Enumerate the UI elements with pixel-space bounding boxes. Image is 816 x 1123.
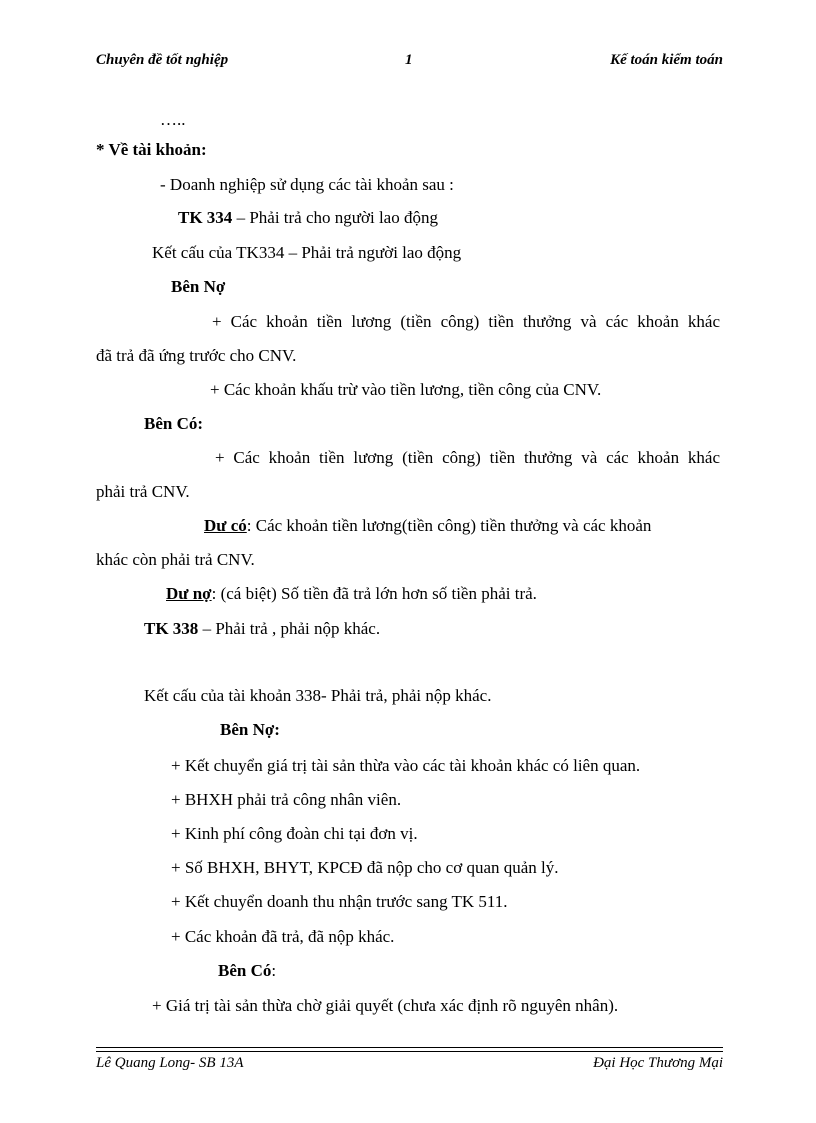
tk338-structure: Kết cấu của tài khoản 338- Phải trả, phải nộp khác. bbox=[144, 686, 492, 705]
section-heading-account: * Về tài khoản: bbox=[96, 140, 207, 159]
tk338-code: TK 338 bbox=[144, 619, 199, 638]
co-item-1-line-1: + Các khoản tiền lương (tiền công) tiền thưởng và các khoản khác bbox=[215, 448, 720, 467]
footer-divider bbox=[96, 1047, 723, 1048]
no-list-item-4: + Số BHXH, BHYT, KPCĐ đã nộp cho cơ quan quản lý. bbox=[171, 858, 559, 877]
ellipsis: ….. bbox=[160, 110, 186, 129]
header-right-text: Kế toán kiểm toán bbox=[610, 52, 723, 68]
du-co-text: : Các khoản tiền lương(tiền công) tiền thưởng và các khoản bbox=[246, 516, 652, 535]
du-no-line bbox=[166, 584, 537, 604]
tk338-line bbox=[144, 619, 380, 639]
page-footer bbox=[96, 1055, 723, 1075]
no-item-2: + Các khoản khấu trừ vào tiền lương, tiền công của CNV. bbox=[210, 380, 602, 399]
tk334-line bbox=[178, 208, 438, 228]
co-list-item-1: + Giá trị tài sản thừa chờ giải quyết (chưa xác định rõ nguyên nhân). bbox=[152, 996, 619, 1015]
tk334-code: TK 334 bbox=[178, 208, 233, 227]
footer-right-text: Đại Học Thương Mại bbox=[593, 1055, 723, 1071]
du-no-label: Dư nợ bbox=[166, 584, 212, 603]
no-list-item-3: + Kinh phí công đoàn chi tại đơn vị. bbox=[171, 824, 418, 843]
intro-text: - Doanh nghiệp sử dụng các tài khoản sau : bbox=[160, 175, 454, 194]
footer-divider-secondary bbox=[96, 1051, 723, 1052]
ben-co-heading-2 bbox=[218, 961, 276, 981]
ben-co-heading-2-colon: : bbox=[271, 961, 277, 980]
tk334-structure: Kết cấu của TK334 – Phải trả người lao động bbox=[152, 243, 462, 262]
no-list-item-1: + Kết chuyển giá trị tài sản thừa vào các tài khoản khác có liên quan. bbox=[171, 756, 641, 775]
footer-left-text: Lê Quang Long- SB 13A bbox=[96, 1055, 244, 1071]
tk338-desc: – Phải trả , phải nộp khác. bbox=[198, 619, 381, 638]
du-co-label: Dư có bbox=[204, 516, 247, 535]
no-item-1-line-2: đã trả đã ứng trước cho CNV. bbox=[96, 346, 297, 365]
ben-no-heading-2: Bên Nợ: bbox=[220, 720, 280, 739]
header-left-text: Chuyên đề tốt nghiệp bbox=[96, 52, 229, 68]
ben-no-heading-1: Bên Nợ bbox=[171, 277, 226, 296]
du-co-line-2: khác còn phải trả CNV. bbox=[96, 550, 255, 569]
no-item-1-line-1: + Các khoản tiền lương (tiền công) tiền thưởng và các khoản khác bbox=[212, 312, 720, 331]
ben-co-heading-2-text: Bên Có bbox=[218, 961, 272, 980]
du-co-line-1 bbox=[204, 516, 720, 536]
no-list-item-2: + BHXH phải trả công nhân viên. bbox=[171, 790, 402, 809]
no-list-item-5: + Kết chuyển doanh thu nhận trước sang TK 511. bbox=[171, 892, 508, 911]
ben-co-heading-1: Bên Có: bbox=[144, 414, 204, 433]
tk334-desc: – Phải trả cho người lao động bbox=[232, 208, 438, 227]
du-no-text: : (cá biệt) Số tiền đã trả lớn hơn số tiền phải trả. bbox=[211, 584, 537, 603]
co-item-1-line-2: phải trả CNV. bbox=[96, 482, 190, 501]
page-header bbox=[96, 52, 723, 72]
header-page-number: 1 bbox=[405, 52, 413, 68]
no-list-item-6: + Các khoản đã trả, đã nộp khác. bbox=[171, 927, 395, 946]
